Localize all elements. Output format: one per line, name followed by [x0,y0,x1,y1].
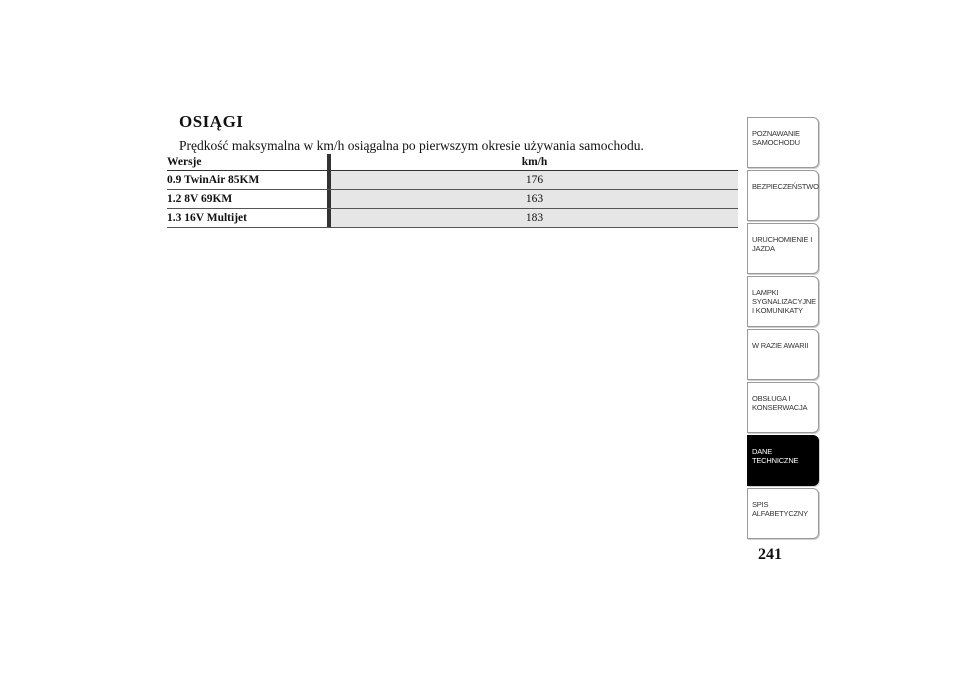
table-header-row [167,154,738,171]
row-speed: 176 [331,171,738,189]
tab-bezpieczenstwo[interactable]: BEZPIECZEŃSTWO [747,170,819,221]
header-speed: km/h [521,156,548,168]
performance-table [167,154,738,228]
table-row [167,171,738,190]
table-row [167,190,738,209]
page-subtitle: Prędkość maksymalna w km/h osiągalna po pierwszym okresie używania samochodu. [179,138,644,153]
table-row [167,209,738,228]
tab-spis-alfabetyczny[interactable]: SPIS ALFABETYCZNY [747,488,819,539]
row-speed: 183 [331,209,738,227]
tab-obsluga-i-konserwacja[interactable]: OBSŁUGA I KONSERWACJA [747,382,819,433]
tab-lampki-sygnalizacyjne[interactable]: LAMPKI SYGNALIZACYJNE I KOMUNIKATY [747,276,819,327]
page-number: 241 [758,546,782,563]
header-versions: Wersje [167,156,202,168]
tab-w-razie-awarii[interactable]: W RAZIE AWARII [747,329,819,380]
chapter-tabs [747,117,819,541]
tab-uruchomienie-i-jazda[interactable]: URUCHOMIENIE I JAZDA [747,223,819,274]
row-version: 1.3 16V Multijet [167,212,247,224]
row-version: 0.9 TwinAir 85KM [167,174,260,186]
tab-poznawanie-samochodu[interactable]: POZNAWANIE SAMOCHODU [747,117,819,168]
tab-dane-techniczne[interactable]: DANE TECHNICZNE [747,435,819,486]
row-version: 1.2 8V 69KM [167,193,233,205]
page-title: OSIĄGI [179,112,244,131]
row-speed: 163 [331,190,738,208]
